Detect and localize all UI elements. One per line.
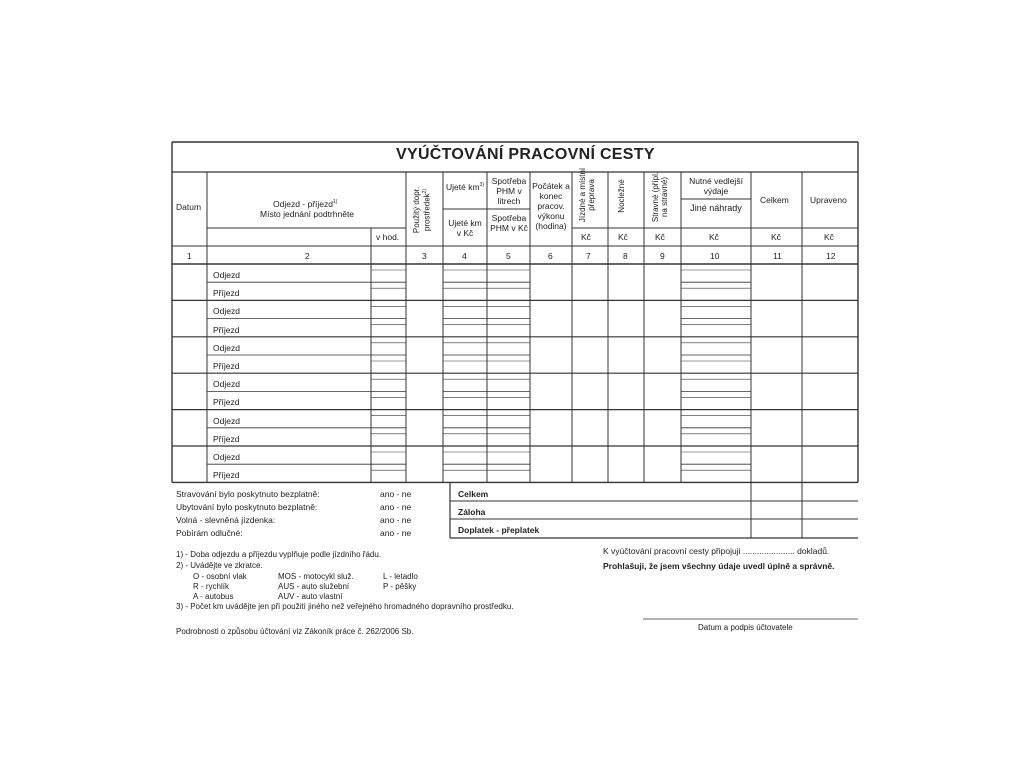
- abbr: AUV - auto vlastní: [278, 592, 343, 601]
- row-label-prijezd: Příjezd: [213, 361, 240, 371]
- row-label-prijezd: Příjezd: [213, 397, 240, 408]
- abbr: A - autobus: [193, 592, 234, 601]
- col-num: 5: [506, 251, 511, 261]
- abbr: R - rychlík: [193, 582, 229, 591]
- row-label-odjezd: Odjezd: [213, 415, 240, 426]
- col-num: 7: [586, 251, 591, 261]
- row-label-odjezd: Odjezd: [213, 379, 240, 390]
- abbr: P - pěšky: [383, 582, 417, 591]
- col-num: 1: [187, 251, 192, 261]
- col-num: 6: [548, 251, 553, 261]
- col-num: 12: [826, 251, 836, 261]
- header-spotreba-litry: Spotřeba PHM v litrech: [491, 176, 527, 206]
- abbr: O - osobní vlak: [193, 572, 247, 581]
- header-nutne: Nutné vedlejší výdaje: [689, 176, 743, 196]
- note-value: ano - ne: [380, 489, 412, 499]
- col-num: 8: [623, 251, 628, 261]
- row-label-prijezd: Příjezd: [213, 324, 240, 335]
- summary-zaloha: Záloha: [458, 507, 486, 517]
- footnote-3: 3) - Počet km uvádějte jen při použití jiného než veřejného hromadného dopravního prostředku.: [176, 602, 514, 611]
- header-odjezd-prijezd: Odjezd - příjezd$^{1)}$: [273, 198, 338, 209]
- header-pouzity: Použitý dopr. prostředek$^{2)}$: [412, 186, 432, 234]
- note-label: Stravování bylo poskytnuto bezplatně:: [176, 489, 320, 499]
- header-pocatek: Počátek a konec pracov. výkonu (hodina): [532, 181, 570, 231]
- row-label-odjezd: Odjezd: [213, 342, 240, 353]
- row-label-prijezd: Příjezd: [213, 470, 240, 481]
- summary-doplatek: Doplatek - přeplatek: [458, 525, 540, 535]
- header-spotreba-kc: Spotřeba PHM v Kč: [490, 213, 528, 233]
- note-label: Pobírám odlučné:: [176, 528, 243, 538]
- row-label-odjezd: Odjezd: [213, 452, 240, 462]
- header-celkem: Celkem: [760, 195, 789, 205]
- summary-celkem: Celkem: [458, 489, 489, 499]
- signature-label: Datum a podpis účtovatele: [698, 623, 793, 632]
- col-num: 9: [660, 251, 665, 261]
- kc-label: Kč: [824, 232, 834, 242]
- kc-label: Kč: [618, 232, 628, 242]
- col-num: 3: [422, 251, 427, 261]
- header-misto: Místo jednání podtrhněte: [260, 209, 355, 219]
- header-nocl: Nocležné: [617, 179, 626, 213]
- footnote-1: 1) - Doba odjezdu a příjezdu vyplňuje podle jízdního řádu.: [176, 550, 382, 559]
- row-label-prijezd: Příjezd: [213, 288, 240, 299]
- header-ujete-km: Ujeté $km^{3)}$: [446, 181, 484, 192]
- declaration-attach: K vyúčtování pracovní cesty připojuji ...................... dokladů.: [603, 546, 830, 556]
- header-datum: Datum: [176, 202, 202, 212]
- form-title: VYÚČTOVÁNÍ PRACOVNÍ CESTY: [396, 146, 655, 163]
- header-upraveno: Upraveno: [810, 195, 847, 205]
- col-num: 4: [462, 251, 467, 261]
- header-stravne: Stravné (přípl. na stravné): [651, 171, 669, 223]
- kc-label: Kč: [655, 232, 665, 242]
- kc-label: Kč: [709, 232, 719, 242]
- declaration-statement: Prohlašuji, že jsem všechny údaje uvedl úplně a správně.: [603, 561, 835, 571]
- row-label-prijezd: Příjezd: [213, 433, 240, 444]
- kc-label: Kč: [771, 232, 781, 242]
- col-num: 11: [773, 251, 782, 261]
- header-v-hod: v hod.: [376, 232, 400, 242]
- note-label: Volná - slevněná jízdenka:: [176, 515, 276, 525]
- header-jizdne: Jízdné a místní přeprava: [578, 167, 596, 223]
- col-num: 2: [305, 251, 310, 261]
- note-value: ano - ne: [380, 502, 412, 512]
- note-value: ano - ne: [380, 528, 412, 538]
- kc-label: Kč: [581, 232, 591, 242]
- abbr: L - letadlo: [383, 572, 418, 581]
- note-value: ano - ne: [380, 515, 412, 525]
- row-label-odjezd: Odjezd: [213, 270, 240, 280]
- footnote-details: Podrobnosti o způsobu účtování viz Zákoník práce č. 262/2006 Sb.: [176, 627, 414, 636]
- footnote-2: 2) - Uvádějte ve zkratce.: [176, 561, 263, 570]
- row-label-odjezd: Odjezd: [213, 306, 240, 317]
- note-label: Ubytování bylo poskytnuto bezplatně:: [176, 502, 318, 512]
- header-ujete-km-kc: Ujeté km v Kč: [448, 218, 482, 238]
- abbr: AUS - auto služební: [278, 582, 350, 591]
- col-num: 10: [710, 251, 720, 261]
- header-jine: Jiné náhrady: [690, 203, 742, 213]
- abbr: MOS - motocykl služ.: [278, 572, 354, 581]
